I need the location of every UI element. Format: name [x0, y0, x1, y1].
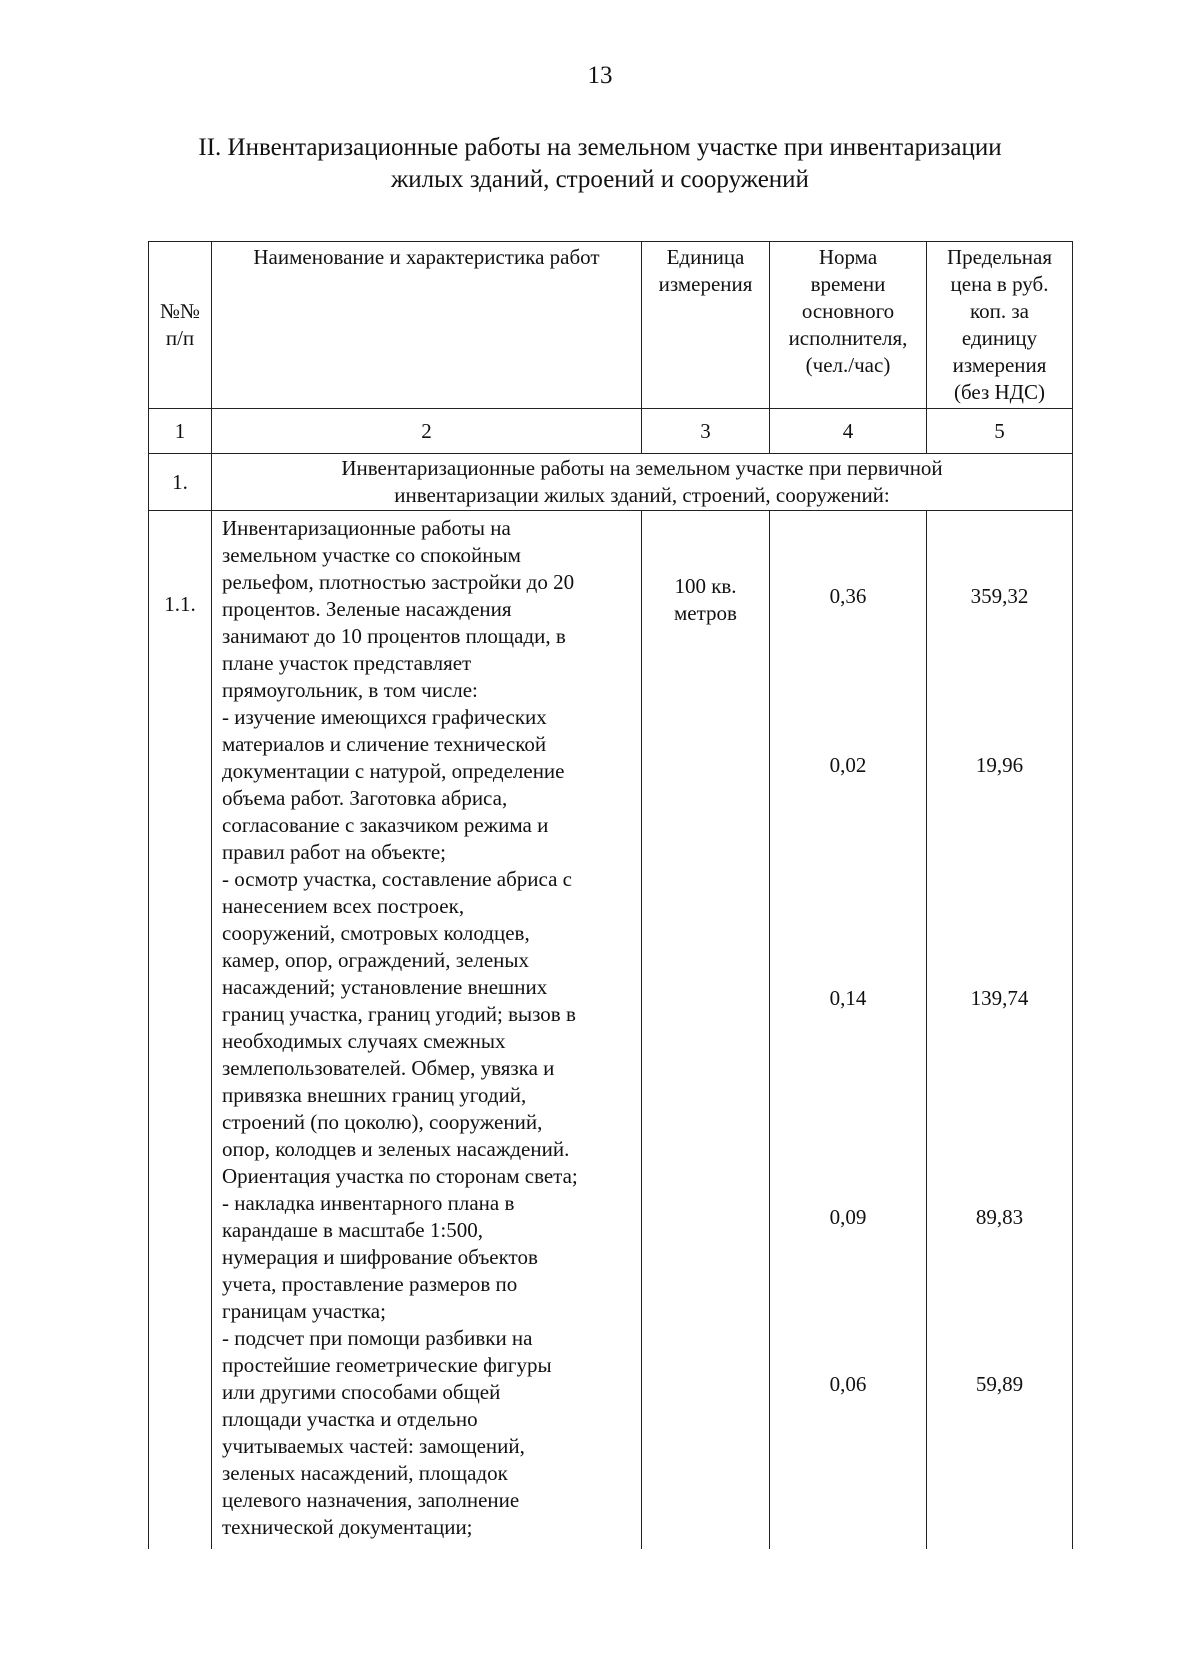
- column-number: 4: [770, 409, 927, 454]
- section-heading-line: инвентаризации жилых зданий, строений, сооружений:: [394, 483, 890, 507]
- price-value: 89,83: [975, 1205, 1024, 1229]
- row-number: 1.1.: [164, 592, 196, 616]
- section-row: [149, 454, 1073, 511]
- description-line: занимают до 10 процентов площади, в: [222, 624, 566, 648]
- description-line: целевого назначения, заполнение: [222, 1488, 520, 1512]
- row-description: [212, 511, 641, 1541]
- description-line: нанесением всех построек,: [222, 894, 465, 918]
- description-line: границам участка;: [222, 1299, 386, 1323]
- description-line: нумерация и шифрование объектов: [222, 1245, 538, 1269]
- section-title-line: жилых зданий, строений и сооружений: [391, 166, 809, 193]
- section-title-line: II. Инвентаризационные работы на земельном участке при инвентаризации: [198, 134, 1002, 161]
- header-text: измерения: [658, 272, 753, 296]
- section-number: 1.: [149, 454, 212, 511]
- header-text: коп. за: [970, 299, 1029, 323]
- price-value: 59,89: [975, 1372, 1024, 1396]
- column-number: 3: [642, 409, 770, 454]
- norm-value: 0,06: [829, 1372, 867, 1396]
- rates-table: [148, 241, 1073, 1549]
- description-line: документации с натурой, определение: [222, 759, 565, 783]
- description-line: камер, опор, ограждений, зеленых: [222, 948, 529, 972]
- description-line: процентов. Зеленые насаждения: [222, 597, 512, 621]
- header-number: [149, 242, 212, 409]
- description-line: - подсчет при помощи разбивки на: [222, 1326, 533, 1350]
- description-line: границ участка, границ угодий; вызов в: [222, 1002, 576, 1026]
- header-text: №№: [159, 299, 201, 323]
- norm-value: 0,36: [829, 584, 867, 608]
- table-header-row: [149, 242, 1073, 409]
- description-line: - изучение имеющихся графических: [222, 705, 547, 729]
- header-text: единицу: [961, 326, 1038, 350]
- description-line: - накладка инвентарного плана в: [222, 1191, 515, 1215]
- column-number: 5: [927, 409, 1073, 454]
- description-line: плане участок представляет: [222, 651, 472, 675]
- price-value: 19,96: [975, 753, 1024, 777]
- description-line: строений (по цоколю), сооружений,: [222, 1110, 543, 1134]
- header-price: [927, 242, 1073, 409]
- unit-line: 100 кв.: [674, 574, 737, 598]
- header-text: п/п: [165, 326, 195, 350]
- header-text: Наименование и характеристика работ: [253, 245, 600, 269]
- unit-line: метров: [674, 601, 737, 625]
- description-line: технической документации;: [222, 1515, 473, 1539]
- description-line: Ориентация участка по сторонам света;: [222, 1164, 578, 1188]
- header-text: Единица: [666, 245, 745, 269]
- description-line: землепользователей. Обмер, увязка и: [222, 1056, 555, 1080]
- header-text: исполнителя,: [788, 326, 908, 350]
- description-line: объема работ. Заготовка абриса,: [222, 786, 508, 810]
- description-line: карандаше в масштабе 1:500,: [222, 1218, 483, 1242]
- description-line: привязка внешних границ угодий,: [222, 1083, 527, 1107]
- row-unit: [642, 573, 769, 627]
- header-text: времени: [810, 272, 886, 296]
- description-line: насаждений; установление внешних: [222, 975, 548, 999]
- description-line: простейшие геометрические фигуры: [222, 1353, 552, 1377]
- description-line: опор, колодцев и зеленых насаждений.: [222, 1137, 570, 1161]
- description-line: необходимых случаях смежных: [222, 1029, 506, 1053]
- norm-value: 0,02: [829, 753, 867, 777]
- description-line: Инвентаризационные работы на: [222, 516, 511, 540]
- row-number-cell: [149, 511, 212, 1550]
- description-line: - осмотр участка, составление абриса с: [222, 867, 572, 891]
- header-name: [212, 242, 642, 409]
- description-line: или другими способами общей: [222, 1380, 501, 1404]
- page-number: 13: [587, 62, 613, 89]
- header-text: цена в руб.: [950, 272, 1049, 296]
- header-text: измерения: [952, 353, 1047, 377]
- norm-value: 0,09: [829, 1205, 867, 1229]
- header-norm: [770, 242, 927, 409]
- description-line: зеленых насаждений, площадок: [222, 1461, 508, 1485]
- row-price-cell: [927, 511, 1073, 1550]
- header-text: (чел./час): [805, 353, 891, 377]
- description-line: прямоугольник, в том числе:: [222, 678, 478, 702]
- header-unit: [642, 242, 770, 409]
- header-text: Норма: [818, 245, 878, 269]
- description-line: учитываемых частей: замощений,: [222, 1434, 525, 1458]
- description-line: сооружений, смотровых колодцев,: [222, 921, 530, 945]
- header-text: (без НДС): [953, 380, 1045, 404]
- column-number: 2: [212, 409, 642, 454]
- norm-value: 0,14: [829, 986, 867, 1010]
- header-text: Предельная: [947, 245, 1052, 269]
- column-number: 1: [149, 409, 212, 454]
- description-line: учета, проставление размеров по: [222, 1272, 518, 1296]
- column-number-row: [149, 409, 1073, 454]
- description-line: согласование с заказчиком режима и: [222, 813, 549, 837]
- description-line: правил работ на объекте;: [222, 840, 447, 864]
- description-line: материалов и сличение технической: [222, 732, 547, 756]
- price-value: 139,74: [970, 986, 1029, 1010]
- description-line: площади участка и отдельно: [222, 1407, 478, 1431]
- description-line: рельефом, плотностью застройки до 20: [222, 570, 575, 594]
- section-heading: [212, 454, 1073, 511]
- row-norm-cell: [770, 511, 927, 1550]
- section-heading-line: Инвентаризационные работы на земельном участке при первичной: [341, 456, 943, 480]
- row-description-cell: [212, 511, 642, 1550]
- description-line: земельном участке со спокойным: [222, 543, 521, 567]
- price-value: 359,32: [970, 584, 1029, 608]
- row-unit-cell: [642, 511, 770, 1550]
- table-row: [149, 511, 1073, 1550]
- section-title: [120, 132, 1080, 196]
- header-text: основного: [801, 299, 895, 323]
